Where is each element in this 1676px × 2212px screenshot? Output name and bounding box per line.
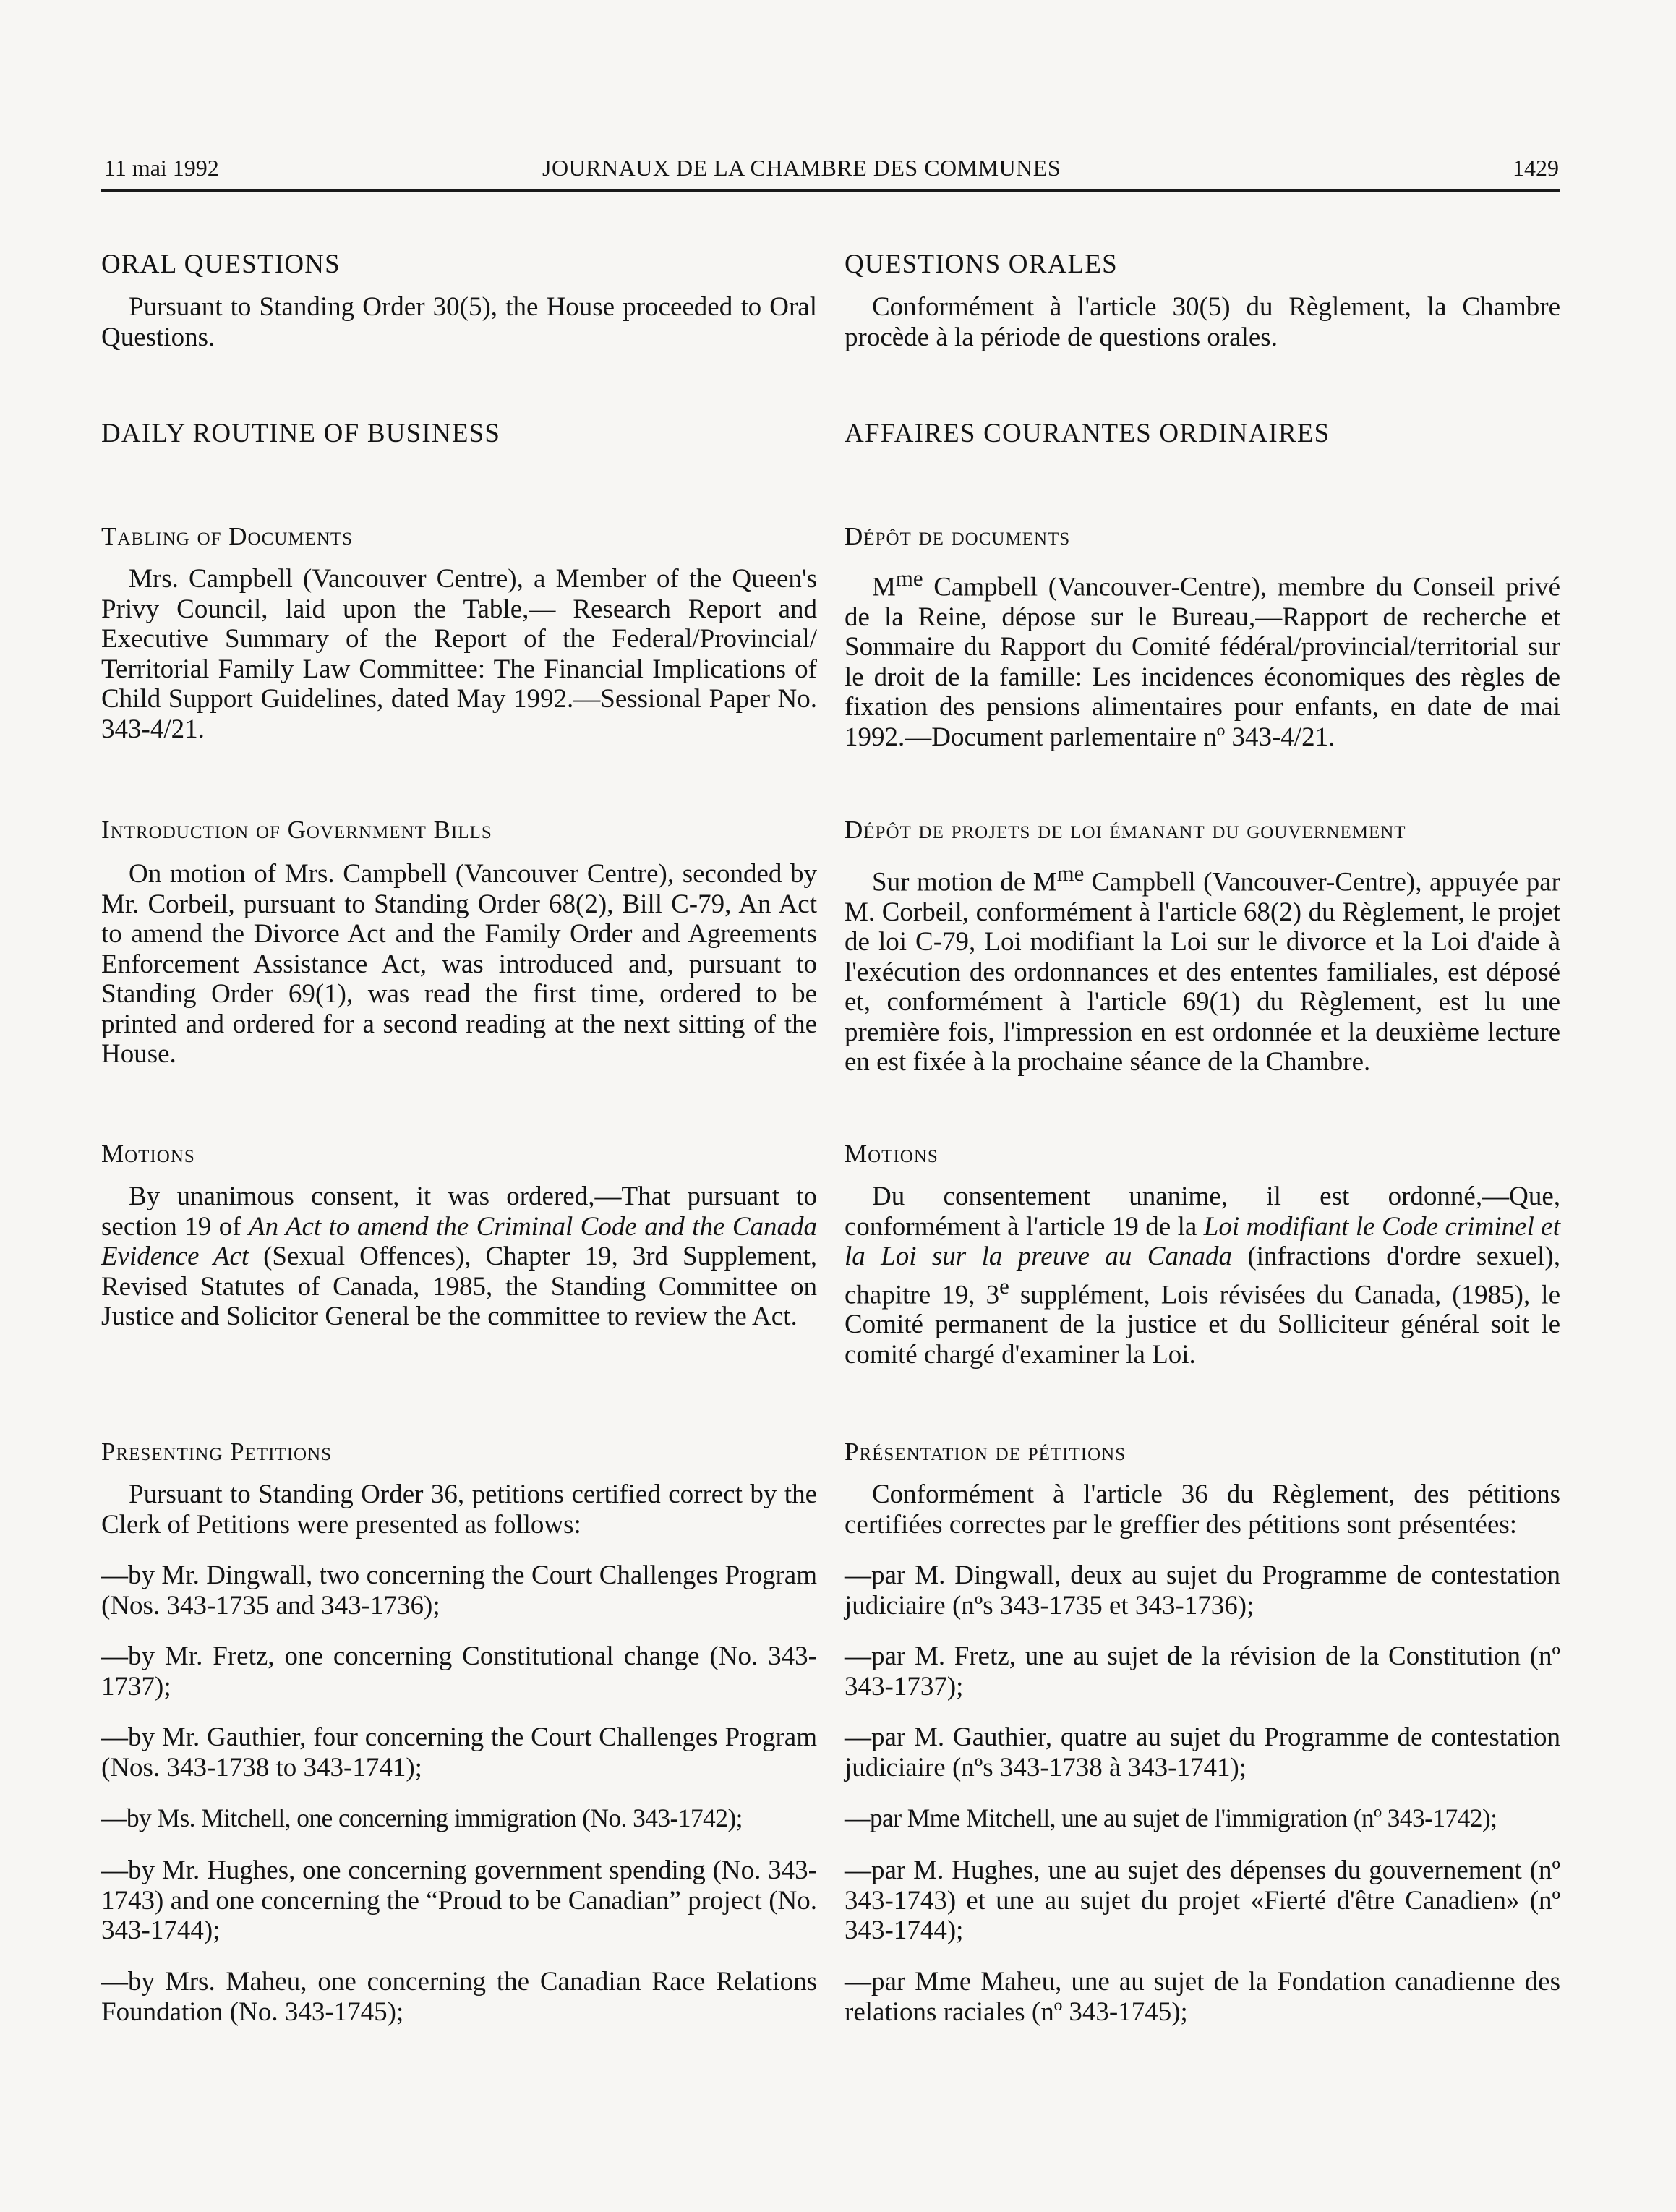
petitions-intro: Pursuant to Standing Order 36, petitions certified correct by the Clerk of Petitions were presented as follows: <box>101 1479 817 1540</box>
motions-fr-mid: (infractions d'ordre sexuel), chapitre 19, 3 <box>845 1242 1561 1310</box>
motions-text <box>101 1182 817 1332</box>
ordinal-superscript: e <box>999 1273 1009 1299</box>
header-title: JOURNAUX DE LA CHAMBRE DES COMMUNES <box>542 155 1061 181</box>
petition-item-fr: —par M. Hughes, une au sujet des dépenses du gouvernement (nº 343-1743) et une au sujet du projet «Fierté d'être Canadien» (nº 343-1744); <box>845 1856 1560 1945</box>
depot-projets-text <box>845 859 1560 1077</box>
questions-orales-text: Conformément à l'article 30(5) du Règlement, la Chambre procède à la période de questions orales. <box>845 292 1560 352</box>
motions-fr-heading: Motions <box>845 1140 939 1168</box>
header-date: 11 mai 1992 <box>104 155 219 181</box>
depot-documents-text <box>845 564 1560 752</box>
motions-text-start: By unanimous consent, it was ordered,—That pursuant to section 19 of <box>101 1182 817 1242</box>
loi-title: Loi modifiant le Code criminel et la Loi sur la preuve au Canada <box>845 1211 1560 1271</box>
petition-item: —by Mr. Hughes, one concerning government spending (No. 343-1743) and one concerning the “Proud to be Canadian” project (No. 343-1744); <box>101 1856 817 1945</box>
petition-item: —by Ms. Mitchell, one concerning immigration (No. 343-1742); <box>101 1803 743 1832</box>
questions-orales-heading: QUESTIONS ORALES <box>845 249 1118 279</box>
motions-fr-end: supplément, Lois révisées du Canada, (1985), le Comité permanent de la justice et du Solliciteur général soit le comité chargé d'examiner la Loi. <box>845 1279 1560 1370</box>
depot-documents-body: Campbell (Vancouver-Centre), membre du Conseil privé de la Reine, dépose sur le Bureau,—Rapport de recherche et Sommaire du Rapport du Comité fédéral/provincial/territorial sur le droit de la famille: Les incidences économiques des règles de fixation des pensions alimentaires pour enfants, en date de mai 1992.—Document parlementaire nº 343-4/21. <box>845 572 1560 752</box>
honorific-superscript: me <box>1056 861 1085 886</box>
tabling-heading: Tabling of Documents <box>101 522 354 550</box>
petition-item-fr: —par M. Dingwall, deux au sujet du Programme de contestation judiciaire (nºs 343-1735 et 343-1736); <box>845 1560 1560 1620</box>
honorific-superscript: me <box>895 566 923 591</box>
daily-routine-heading: DAILY ROUTINE OF BUSINESS <box>101 419 501 448</box>
petition-item: —by Mr. Dingwall, two concerning the Court Challenges Program (Nos. 343-1735 and 343-1736); <box>101 1560 817 1620</box>
depot-projets-heading: Dépôt de projets de loi émanant du gouvernement <box>845 816 1406 844</box>
presentation-petitions-intro: Conformément à l'article 36 du Règlement, des pétitions certifiées correctes par le greffier des pétitions sont présentées: <box>845 1479 1560 1540</box>
petition-item: —by Mr. Fretz, one concerning Constitutional change (No. 343-1737); <box>101 1641 817 1701</box>
petition-item: —by Mrs. Maheu, one concerning the Canadian Race Relations Foundation (No. 343-1745); <box>101 1967 817 2027</box>
bills-text: On motion of Mrs. Campbell (Vancouver Centre), seconded by Mr. Corbeil, pursuant to Standing Order 68(2), Bill C-79, An Act to amend the Divorce Act and the Family Order and Agreements Enforcement Assistance Act, was introduced and, pursuant to Standing Order 69(1), was read the first time, ordered to be printed and ordered for a second reading at the next sitting of the House. <box>101 859 817 1069</box>
motions-text-end: (Sexual Offences), Chapter 19, 3rd Supplement, Revised Statutes of Canada, 1985, the Standing Committee on Justice and Solicitor General be the committee to review the Act. <box>101 1242 817 1331</box>
motions-fr-text <box>845 1182 1560 1370</box>
motions-heading: Motions <box>101 1140 195 1168</box>
depot-projets-body: Campbell (Vancouver-Centre), appuyée par M. Corbeil, conformément à l'article 68(2) du Règlement, le projet de loi C-79, Loi modifiant la Loi sur le divorce et la Loi d'aide à l'exécution des ordonnances et des ententes familiales, est déposé et, conformément à l'article 69(1) du Règlement, est lu une première fois, l'impression en est ordonnée et la deuxième lecture en est fixée à la prochaine séance de la Chambre. <box>845 867 1560 1077</box>
oral-questions-heading: ORAL QUESTIONS <box>101 249 341 279</box>
petition-item-fr: —par Mme Maheu, une au sujet de la Fondation canadienne des relations raciales (nº 343-1745); <box>845 1967 1560 2027</box>
depot-projets-start: Sur motion de M <box>872 867 1057 897</box>
affaires-courantes-heading: AFFAIRES COURANTES ORDINAIRES <box>845 419 1330 448</box>
petition-item-fr: —par M. Fretz, une au sujet de la révision de la Constitution (nº 343-1737); <box>845 1641 1560 1701</box>
petition-item-fr: —par Mme Mitchell, une au sujet de l'immigration (nº 343-1742); <box>845 1803 1497 1832</box>
motions-fr-start: Du consentement unanime, il est ordonné,—Que, conformément à l'article 19 de la <box>845 1182 1560 1242</box>
tabling-text: Mrs. Campbell (Vancouver Centre), a Member of the Queen's Privy Council, laid upon the Table,— Research Report and Executive Summary of the Report of the Federal/Provincial/ Territorial Family Law Committee: The Financial Implications of Child Support Guidelines, dated May 1992.—Sessional Paper No. 343-4/21. <box>101 564 817 744</box>
bills-heading: Introduction of Government Bills <box>101 816 492 844</box>
depot-documents-heading: Dépôt de documents <box>845 522 1071 550</box>
honorific: M <box>872 572 896 602</box>
petition-item-fr: —par M. Gauthier, quatre au sujet du Programme de contestation judiciaire (nºs 343-1738 à 343-1741); <box>845 1722 1560 1782</box>
running-header <box>101 153 1560 192</box>
page-number: 1429 <box>1513 155 1559 181</box>
oral-questions-text: Pursuant to Standing Order 30(5), the House proceeded to Oral Questions. <box>101 292 817 352</box>
presentation-petitions-heading: Présentation de pétitions <box>845 1438 1126 1466</box>
petitions-heading: Presenting Petitions <box>101 1438 333 1466</box>
act-title: An Act to amend the Criminal Code and the Canada Evidence Act <box>101 1211 818 1271</box>
petition-item: —by Mr. Gauthier, four concerning the Court Challenges Program (Nos. 343-1738 to 343-1741); <box>101 1722 817 1782</box>
